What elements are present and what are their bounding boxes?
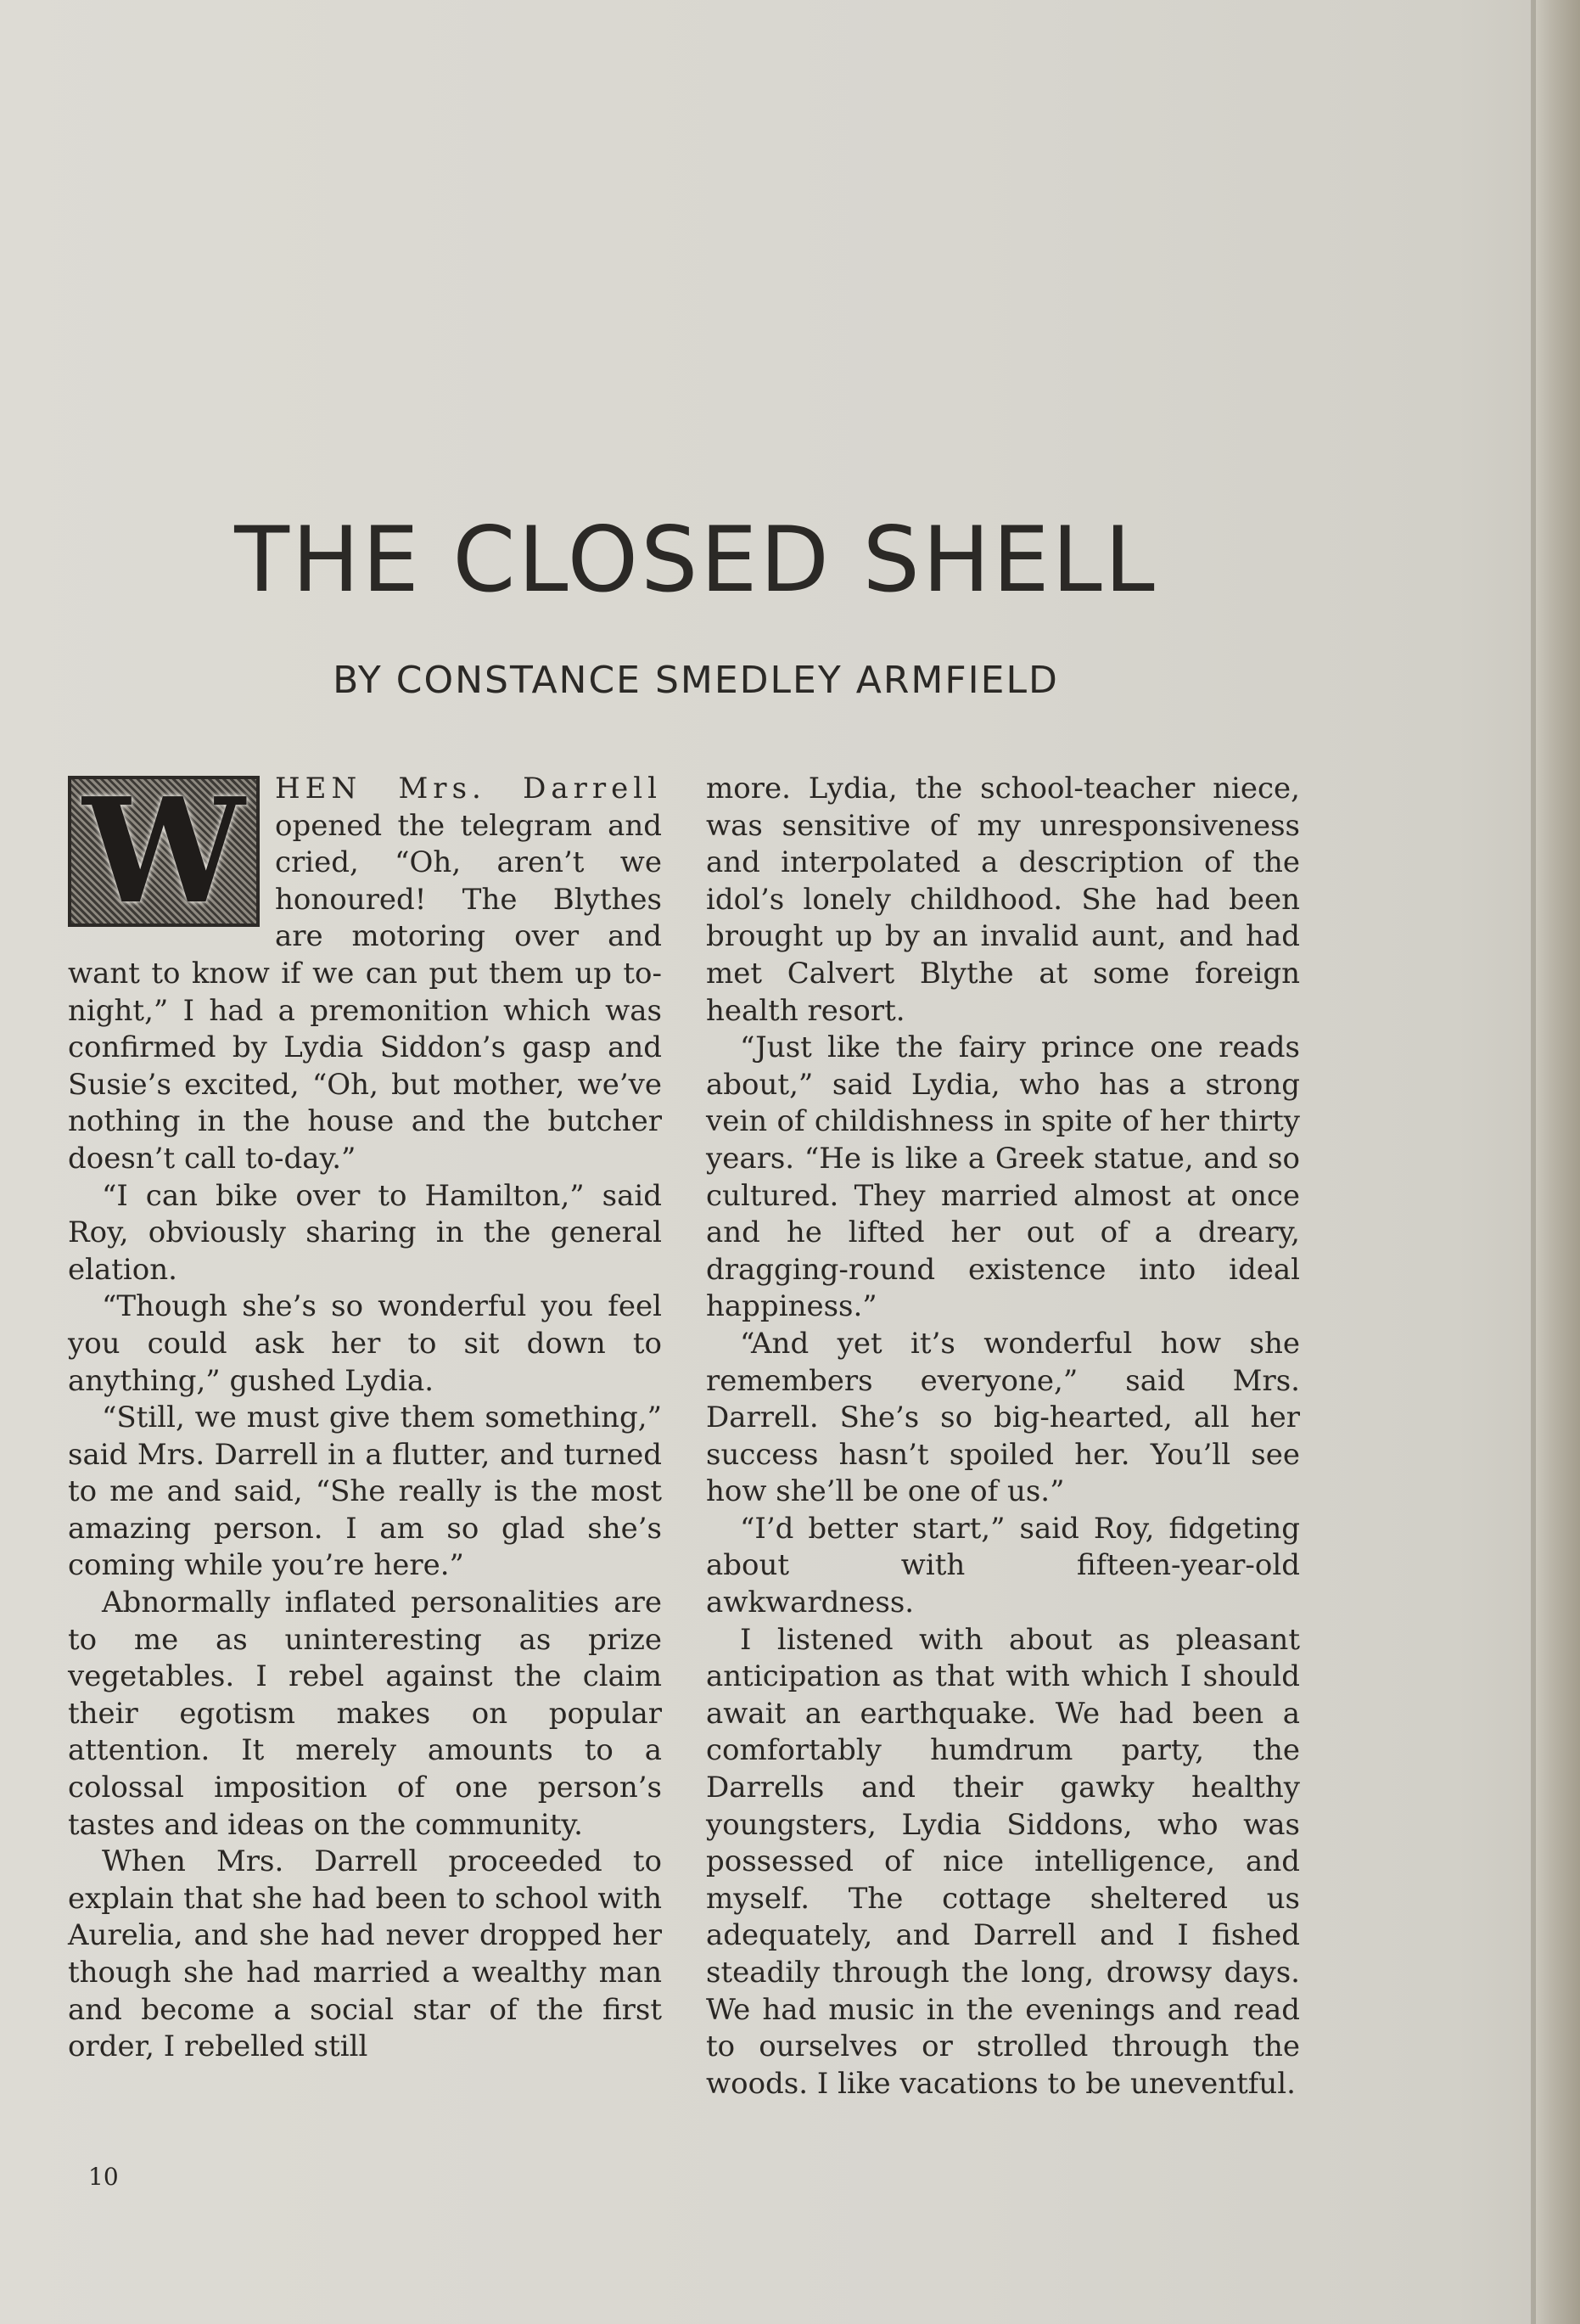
drop-cap-letter: W — [82, 766, 245, 936]
paragraph: “I can bike over to Hamilton,” said Roy, obviously sharing in the general elation. — [68, 1178, 662, 1287]
drop-cap-ornament — [68, 766, 260, 936]
right-column — [706, 771, 1300, 2102]
paragraph: “Just like the fairy prince one reads about,” said Lydia, who has a strong vein of childishness in spite of her thirty years. “He is like a Greek statue, and so cultured. They married almost at once and he lifted her out of a dreary, dragging-round existence into ideal happiness.” — [706, 1030, 1300, 1324]
left-column — [68, 766, 662, 2066]
article-title: THE CLOSED SHELL — [234, 508, 1157, 612]
lead-caps: HEN Mrs. Darrell — [275, 772, 662, 806]
article-byline: BY CONSTANCE SMEDLEY ARMFIELD — [333, 659, 1059, 702]
paragraph: more. Lydia, the school-teacher niece, was sensitive of my unresponsiveness and interpolated a description of the idol’s lonely childhood. She had been brought up by an invalid aunt, and had met Calvert Blythe at some foreign health resort. — [706, 772, 1300, 1028]
paragraph: “And yet it’s wonderful how she remembers everyone,” said Mrs. Darrell. She’s so big-hearted, all her success hasn’t spoiled her. You’ll see how she’ll be one of us.” — [706, 1326, 1300, 1509]
paragraph: “Still, we must give them something,” said Mrs. Darrell in a flutter, and turned to me and said, “She really is the most amazing person. I am so glad she’s coming while you’re here.” — [68, 1401, 662, 1583]
paragraph-text: opened the telegram and cried, “Oh, aren’t we honoured! The Blythes are motoring over and want to know if we can put them up to-night,” I had a premonition which was confirmed by Lydia Siddon’s gasp and Susie’s excited, “Oh, but mother, we’ve nothing in the house and the butcher doesn’t call to-day.” — [68, 808, 662, 1176]
page-number: 10 — [88, 2163, 119, 2191]
page-edge — [1531, 0, 1580, 2324]
paragraph: Abnormally inflated personalities are to me as uninteresting as prize vegetables. I rebel against the claim their egotism makes on popular attention. It merely amounts to a colossal imposition of one person’s tastes and ideas on the community. — [68, 1586, 662, 1842]
paragraph: “I’d better start,” said Roy, fidgeting about with fifteen-year-old awkwardness. — [706, 1511, 1300, 1620]
paragraph: I listened with about as pleasant anticipation as that with which I should await an earthquake. We had been a comfortably humdrum party, the Darrells and their gawky healthy youngsters, Lydia Siddons, who was possessed of nice intelligence, and myself. The cottage sheltered us adequately, and Darrell and I fished steadily through the long, drowsy days. We had music in the evenings and read to ourselves or strolled through the woods. I like vacations to be uneventful. — [706, 1622, 1300, 2101]
paragraph: “Though she’s so wonderful you feel you could ask her to sit down to anything,” gushed Lydia. — [68, 1289, 662, 1398]
paragraph: When Mrs. Darrell proceeded to explain that she had been to school with Aurelia, and she had never dropped her though she had married a wealthy man and become a social star of the first order, I rebelled still — [68, 1844, 662, 2064]
